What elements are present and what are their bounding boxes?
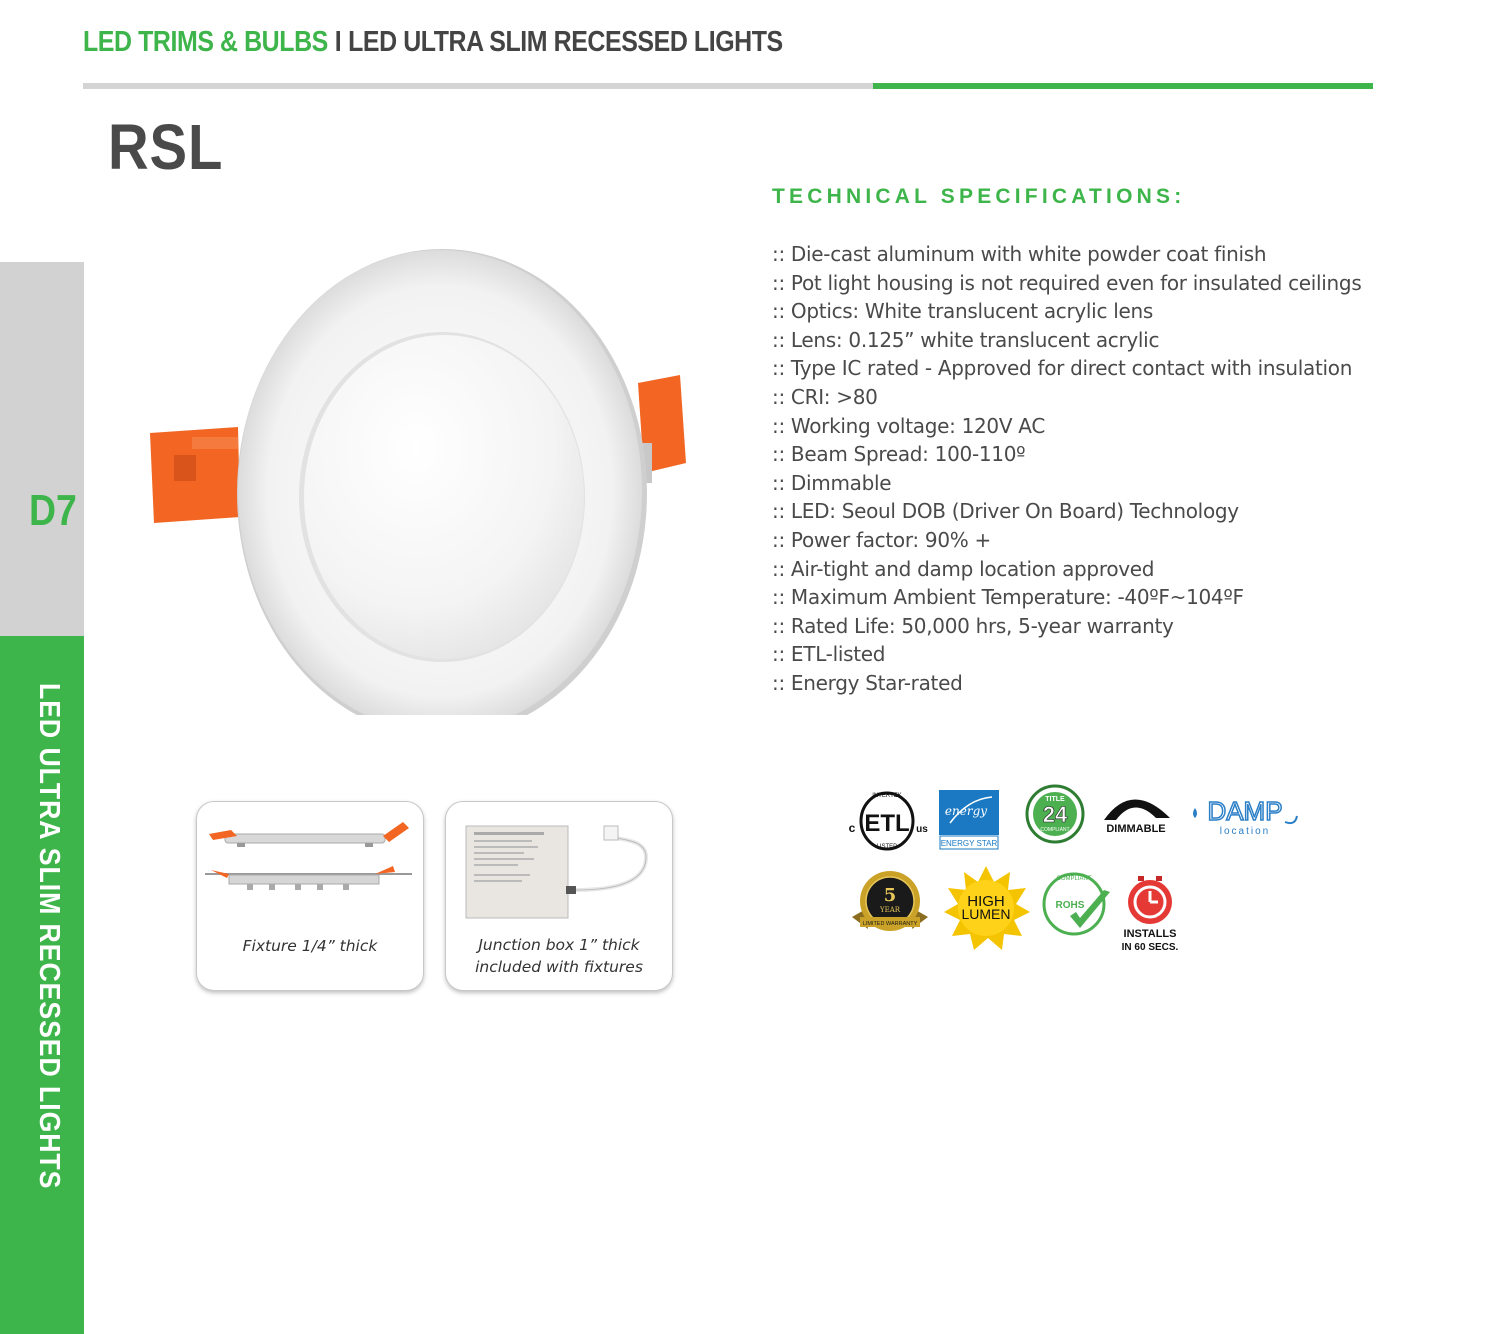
damp-text: DAMP	[1207, 796, 1283, 826]
title24-bottom-text: COMPLIANT	[1040, 827, 1070, 833]
spec-item: :: Energy Star-rated	[772, 670, 963, 695]
junction-box-card	[445, 801, 673, 991]
etl-listed-icon	[842, 788, 932, 852]
spec-item: :: Die-cast aluminum with white powder coat finish	[772, 242, 1267, 266]
spec-item: :: CRI: >80	[772, 384, 878, 409]
lumen-text: LUMEN	[961, 906, 1011, 922]
etl-us-text: us	[916, 824, 928, 835]
spec-item: :: Optics: White translucent acrylic lens	[772, 299, 1153, 324]
etl-main-text: ETL	[864, 810, 910, 837]
sidebar-label	[32, 683, 72, 1190]
spec-item: :: Rated Life: 50,000 hrs, 5-year warranty	[772, 613, 1174, 638]
etl-top-text: INTERTEK	[872, 793, 902, 799]
fixture-side-view-image	[197, 812, 423, 912]
spec-item: :: Dimmable	[772, 470, 892, 495]
category-title: LED TRIMS & BULBS	[83, 26, 328, 58]
rohs-text: ROHS	[1055, 900, 1085, 911]
subcategory-title: LED ULTRA SLIM RECESSED LIGHTS	[348, 26, 783, 58]
header-separator: I	[334, 26, 342, 58]
title24-top-text: TITLE	[1045, 796, 1065, 803]
high-text: HIGH	[967, 893, 1005, 910]
spec-item: :: Beam Spread: 100-110º	[772, 442, 1026, 467]
junction-box-image	[446, 812, 672, 932]
spec-item: :: Power factor: 90% +	[772, 527, 991, 552]
recessed-light-image	[140, 205, 700, 715]
title24-num-text: 24	[1042, 802, 1068, 827]
junction-caption-line1: Junction box 1” thick	[478, 936, 640, 954]
warranty-num-text: 5	[883, 885, 897, 906]
title-24-icon	[1025, 784, 1085, 844]
installs-line1-text: INSTALLS	[1123, 928, 1177, 940]
header-rule-grey	[83, 83, 873, 89]
dimmable-icon	[1094, 786, 1178, 838]
rohs-compliant-icon	[1040, 870, 1112, 938]
spec-item: :: Air-tight and damp location approved	[772, 556, 1155, 581]
spec-item: :: Pot light housing is not required even for insulated ceilings	[772, 270, 1362, 295]
damp-location-icon	[1189, 794, 1299, 840]
warranty-year-text: YEAR	[879, 906, 901, 914]
spec-item: :: Type IC rated - Approved for direct contact with insulation	[772, 356, 1353, 381]
energy-star-icon	[938, 789, 1000, 851]
installs-line2-text: IN 60 SECS.	[1121, 942, 1179, 953]
spec-item: :: LED: Seoul DOB (Driver On Board) Technology	[772, 499, 1239, 524]
etl-c-text: c	[848, 821, 856, 835]
dimmable-text: DIMMABLE	[1106, 823, 1166, 835]
energy-script-text: energy	[944, 804, 988, 818]
spec-item: :: Working voltage: 120V AC	[772, 413, 1045, 438]
energy-star-text: ENERGY STAR	[940, 839, 998, 848]
fixture-caption: Fixture 1/4” thick	[242, 937, 378, 955]
sidebar-grey-block	[0, 262, 84, 636]
spec-item: :: Maximum Ambient Temperature: -40ºF~104ºF	[772, 585, 1244, 610]
spec-item: :: Lens: 0.125” white translucent acrylic	[772, 327, 1160, 352]
spec-list	[772, 240, 1361, 698]
model-name: RSL	[108, 111, 224, 183]
installs-timer-icon	[1118, 874, 1182, 956]
rohs-ring-text: COMPLIANT	[1056, 876, 1092, 882]
warranty-seal-icon	[846, 869, 934, 941]
header-rule-green	[873, 83, 1373, 89]
spec-item: :: ETL-listed	[772, 642, 886, 667]
fixture-thickness-card	[196, 801, 424, 991]
sidebar-label-text: LED ULTRA SLIM RECESSED LIGHTS	[33, 683, 65, 1190]
section-code: D7	[29, 486, 77, 535]
warranty-text: LIMITED WARRANTY	[862, 921, 918, 927]
page-header	[83, 26, 783, 59]
junction-caption-line2: included with fixtures	[475, 958, 643, 976]
etl-listed-text: LISTED	[876, 844, 898, 850]
spec-title: TECHNICAL SPECIFICATIONS:	[772, 185, 1186, 208]
high-lumen-icon	[942, 864, 1030, 952]
damp-location-text: location	[1219, 826, 1271, 837]
